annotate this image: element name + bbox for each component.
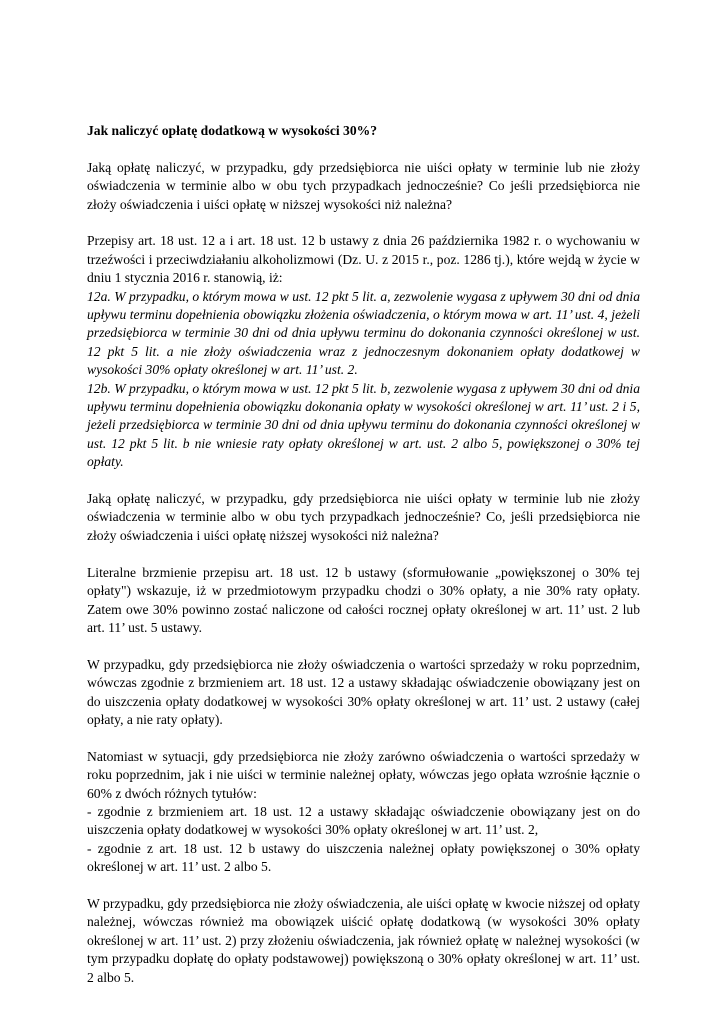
- legal-citation-block: [87, 232, 640, 471]
- lower-fee-paragraph: W przypadku, gdy przedsiębiorca nie złoży oświadczenia, ale uiści opłatę w kwocie niższej od opłaty należnej, wówczas również ma obowiązek uiścić opłatę dodatkową (w wysokości 30% opłaty określonej w art. 11’ ust. 2) przy złożeniu oświadczenia, jak również opłatę w należnej wysokości (w tym przypadku dopłatę do opłaty podstawowej) powiększoną o 30% opłaty określonej w art. 11’ ust. 2 albo 5.: [87, 895, 640, 985]
- both-failures-block: [87, 748, 640, 877]
- document-body: [87, 122, 640, 1005]
- intro-paragraph: Przepisy art. 18 ust. 12 a i art. 18 ust. 12 b ustawy z dnia 26 października 1982 r. o wychowaniu w trzeźwości i przeciwdziałaniu alkoholizmowi (Dz. U. z 2015 r., poz. 1286 tj.), które wejdą w życie w dniu 1 stycznia 2016 r. stanowią, iż:: [87, 233, 640, 286]
- question-paragraph-1: Jaką opłatę naliczyć, w przypadku, gdy przedsiębiorca nie uiści opłaty w terminie lub nie złoży oświadczenia w terminie albo w obu tych przypadkach jednocześnie? Co jeśli przedsiębiorca nie złoży oświadczenia i uiści opłatę w niższej wysokości niż należna?: [87, 159, 640, 212]
- quote-art-12b: 12b. W przypadku, o którym mowa w ust. 12 pkt 5 lit. b, zezwolenie wygasa z upływem 30 dni od dnia upływu terminu dopełnienia obowiązku dokonania opłaty w wysokości określonej w art. 11’ ust. 2 i 5, jeżeli przedsiębiorca w terminie 30 dni od dnia upływu terminu do dokonania czynności określonej w ust. 12 pkt 5 lit. b nie wniesie raty opłaty określonej w art. ust. 2 albo 5, powiększonej o 30% tej opłaty.: [87, 380, 640, 470]
- both-failures-paragraph: Natomiast w sytuacji, gdy przedsiębiorca nie złoży zarówno oświadczenia o wartości sprzedaży w roku poprzednim, jak i nie uiści w terminie należnej opłaty, wówczas jego opłata wzrośnie łącznie o 60% z dwóch różnych tytułów:: [87, 748, 640, 801]
- literal-interpretation-paragraph: Literalne brzmienie przepisu art. 18 ust. 12 b ustawy (sformułowanie „powiększonej o 30% tej opłaty") wskazuje, iż w przedmiotowym przypadku chodzi o 30% opłaty, a nie 30% raty opłaty. Zatem owe 30% powinno zostać naliczone od całości rocznej opłaty określonej w art. 11’ ust. 2 lub art. 11’ ust. 5 ustawy.: [87, 564, 640, 635]
- document-title: Jak naliczyć opłatę dodatkową w wysokości 30%?: [87, 123, 378, 138]
- list-item-art-12b: - zgodnie z art. 18 ust. 12 b ustawy do uiszczenia należnej opłaty powiększonej o 30% opłaty określonej w art. 11’ ust. 2 albo 5.: [87, 840, 640, 875]
- no-declaration-paragraph: W przypadku, gdy przedsiębiorca nie złoży oświadczenia o wartości sprzedaży w roku poprzednim, wówczas zgodnie z brzmieniem art. 18 ust. 12 a ustawy składając oświadczenie obowiązany jest on do uiszczenia opłaty dodatkowej w wysokości 30% opłaty określonej w art. 11’ ust. 2 ustawy (całej opłaty, a nie raty opłaty).: [87, 656, 640, 727]
- quote-art-12a: 12a. W przypadku, o którym mowa w ust. 12 pkt 5 lit. a, zezwolenie wygasa z upływem 30 dni od dnia upływu terminu dopełnienia obowiązku złożenia oświadczenia, o którym mowa w art. 11’ ust. 4, jeżeli przedsiębiorca w terminie 30 dni od dnia upływu terminu do dokonania czynności określonej w ust. 12 pkt 5 lit. a nie złoży oświadczenia wraz z jednoczesnym dokonaniem opłaty dodatkowej w wysokości 30% opłaty określonej w art. 11’ ust. 2.: [87, 288, 640, 378]
- list-item-art-12a: - zgodnie z brzmieniem art. 18 ust. 12 a ustawy składając oświadczenie obowiązany jest on do uiszczenia opłaty dodatkowej w wysokości 30% opłaty określonej w art. 11’ ust. 2,: [87, 803, 640, 838]
- question-paragraph-2: Jaką opłatę naliczyć, w przypadku, gdy przedsiębiorca nie uiści opłaty w terminie lub nie złoży oświadczenia w terminie albo w obu tych przypadkach jednocześnie? Co, jeśli przedsiębiorca nie złoży oświadczenia i uiści opłatę niższej wysokości niż należna?: [87, 491, 640, 543]
